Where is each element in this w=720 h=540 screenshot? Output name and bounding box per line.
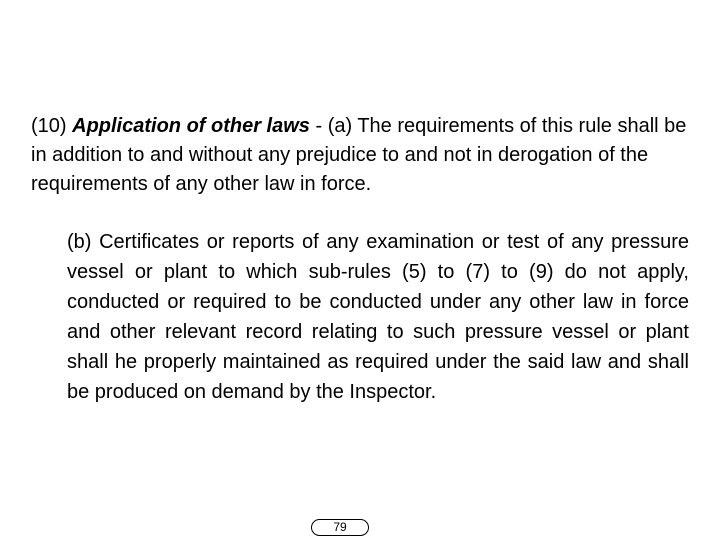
clause-heading: Application of other laws: [72, 115, 310, 137]
clause-number: (10): [31, 115, 73, 137]
clause-a-text: - (a) The requirements of this rule shall be in addition to and without any prejudice to and not in derogation of the requirements of any other law in force.: [31, 115, 687, 195]
clause-b-text: (b) Certificates or reports of any examination or test of any pressure vessel or plant to which sub-rules (5) to (7) to (9) do not apply, conducted or required to be conducted under any other law in force and other relevant record relating to such pressure vessel or plant shall he properly maintained as required under the said law and shall be produced on demand by the Inspector.: [67, 231, 689, 403]
page-number: 79: [311, 519, 369, 536]
paragraph-10: [31, 112, 691, 199]
